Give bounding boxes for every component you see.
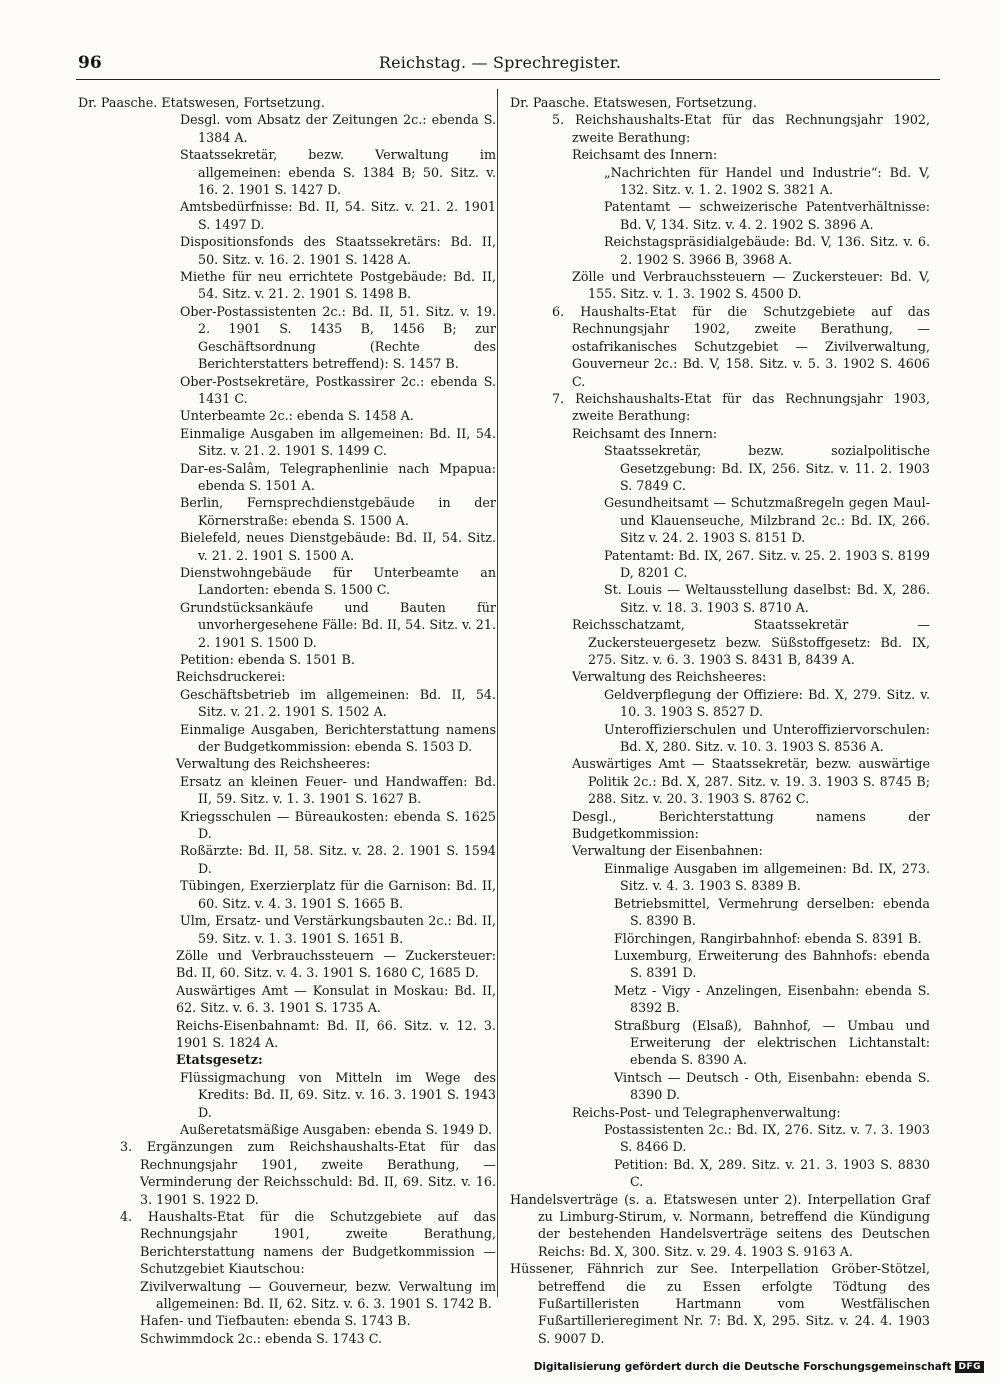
- index-entry: Hafen- und Tiefbauten: ebenda S. 1743 B.: [140, 1313, 411, 1329]
- index-entry: Staatssekretär, bezw. Verwaltung im allgemeinen: ebenda S. 1384 B; 50. Sitz. v. 16. 2. 1901 S. 1427 D.: [180, 147, 496, 198]
- index-entry: Betriebsmittel, Vermehrung derselben: ebenda S. 8390 B.: [614, 895, 930, 929]
- index-entry: Zölle und Verbrauchssteuern — Zuckersteuer: Bd. V, 155. Sitz. v. 1. 3. 1902 S. 4500 D.: [572, 269, 930, 302]
- index-entry: Ulm, Ersatz- und Verstärkungsbauten 2c.: Bd. II, 59. Sitz. v. 1. 3. 1901 S. 1651 B.: [180, 913, 496, 946]
- index-entry: Einmalige Ausgaben, Berichterstattung namens der Budgetkommission: ebenda S. 1503 D.: [180, 721, 496, 755]
- index-entry: Reichsschatzamt, Staatssekretär — Zuckersteuergesetz bezw. Süßstoffgesetz: Bd. IX, 275. Sitz. v. 6. 3. 1903 S. 8431 B, 8439 A.: [572, 617, 930, 667]
- index-entry: Ersatz an kleinen Feuer- und Handwaffen: Bd. II, 59. Sitz. v. 1. 3. 1901 S. 1627 B.: [180, 773, 496, 807]
- index-entry: Vintsch — Deutsch - Oth, Eisenbahn: ebenda S. 8390 D.: [614, 1069, 930, 1103]
- index-entry: Desgl., Berichterstattung namens der Budgetkommission:: [572, 808, 930, 842]
- index-entry: Einmalige Ausgaben im allgemeinen: Bd. IX, 273. Sitz. v. 4. 3. 1903 S. 8389 B.: [604, 860, 930, 894]
- index-entry: Amtsbedürfnisse: Bd. II, 54. Sitz. v. 21. 2. 1901 S. 1497 D.: [180, 199, 496, 232]
- index-entry: Patentamt: Bd. IX, 267. Sitz. v. 25. 2. 1903 S. 8199 D, 8201 C.: [604, 547, 930, 580]
- index-entry: Metz - Vigy - Anzelingen, Eisenbahn: ebenda S. 8392 B.: [614, 982, 930, 1016]
- index-entry: Reichs-Eisenbahnamt: Bd. II, 66. Sitz. v. 12. 3. 1901 S. 1824 A.: [176, 1017, 496, 1050]
- dfg-logo: DFG: [955, 1361, 984, 1373]
- left-column: [78, 94, 496, 1347]
- index-entry: Verwaltung der Eisenbahnen:: [572, 843, 763, 859]
- index-entry: Kriegsschulen — Büreaukosten: ebenda S. 1625 D.: [180, 808, 496, 842]
- page-number: 96: [78, 53, 102, 73]
- index-entry: Gesundheitsamt — Schutzmaßregeln gegen Maul- und Klauenseuche, Milzbrand 2c.: Bd. IX, 266. Sitz v. 24. 2. 1903 S. 8151 D.: [604, 495, 930, 546]
- index-entry: 3. Ergänzungen zum Reichshaushalts-Etat für das Rechnungsjahr 1901, zweite Berathung, — Verminderung der Reichsschuld: Bd. II, 69. Sitz. v. 16. 3. 1901 S. 1922 D.: [120, 1139, 496, 1207]
- index-entry: Bielefeld, neues Dienstgebäude: Bd. II, 54. Sitz. v. 21. 2. 1901 S. 1500 A.: [180, 530, 496, 563]
- index-entry: Handelsverträge (s. a. Etatswesen unter 2). Interpellation Graf zu Limburg-Stirum, v. Normann, betreffend die Kündigung der bestehenden Handelsverträge seitens des Deutschen Reichs: Bd. X, 300. Sitz. v. 29. 4. 1903 S. 9163 A.: [510, 1191, 930, 1259]
- index-entry: 5. Reichshaushalts-Etat für das Rechnungsjahr 1902, zweite Berathung:: [552, 112, 930, 145]
- index-entry: Roßärzte: Bd. II, 58. Sitz. v. 28. 2. 1901 S. 1594 D.: [180, 843, 496, 876]
- index-entry: Zölle und Verbrauchssteuern — Zuckersteuer: Bd. II, 60. Sitz. v. 4. 3. 1901 S. 1680 C, 1685 D.: [176, 947, 496, 981]
- index-entry: Unterbeamte 2c.: ebenda S. 1458 A.: [180, 408, 414, 424]
- footer-credit: [534, 1361, 984, 1373]
- index-entry: 6. Haushalts-Etat für die Schutzgebiete auf das Rechnungsjahr 1902, zweite Berathung, — ostafrikanisches Schutzgebiet — Zivilverwaltung, Gouverneur 2c.: Bd. V, 158. Sitz. v. 5. 3. 1902 S. 4606 C.: [552, 303, 930, 389]
- index-entry: Postassistenten 2c.: Bd. IX, 276. Sitz. v. 7. 3. 1903 S. 8466 D.: [604, 1121, 930, 1155]
- footer-text: Digitalisierung gefördert durch die Deutsche Forschungsgemeinschaft: [533, 1361, 952, 1373]
- page-title: Reichstag. — Sprechregister.: [378, 53, 622, 72]
- index-entry: Staatssekretär, bezw. sozialpolitische Gesetzgebung: Bd. IX, 256. Sitz. v. 11. 2. 1903 S. 7849 C.: [604, 443, 930, 493]
- index-entry: St. Louis — Weltausstellung daselbst: Bd. X, 286. Sitz. v. 18. 3. 1903 S. 8710 A.: [604, 582, 930, 615]
- index-entry: Unteroffizierschulen und Unteroffiziervorschulen: Bd. X, 280. Sitz. v. 10. 3. 1903 S. 8536 A.: [604, 721, 930, 755]
- index-entry: Etatsgesetz:: [176, 1052, 263, 1068]
- index-entry: Flörchingen, Rangirbahnhof: ebenda S. 8391 B.: [614, 930, 922, 946]
- index-entry: Dienstwohngebäude für Unterbeamte an Landorten: ebenda S. 1500 C.: [180, 564, 496, 598]
- index-entry: Luxemburg, Erweiterung des Bahnhofs: ebenda S. 8391 D.: [614, 947, 930, 981]
- index-entry: 4. Haushalts-Etat für die Schutzgebiete auf das Rechnungsjahr 1901, zweite Berathung, Berichterstattung namens der Budgetkommission — Schutzgebiet Kiautschou:: [120, 1209, 496, 1277]
- index-entry: Reichsdruckerei:: [176, 669, 286, 685]
- index-entry: Zivilverwaltung — Gouverneur, bezw. Verwaltung im allgemeinen: Bd. II, 62. Sitz. v. 6. 3. 1901 S. 1742 B.: [140, 1278, 496, 1312]
- index-entry: Reichsamt des Innern:: [572, 147, 718, 163]
- index-entry: Tübingen, Exerzierplatz für die Garnison: Bd. II, 60. Sitz. v. 4. 3. 1901 S. 1665 B.: [180, 878, 496, 911]
- index-entry: Schwimmdock 2c.: ebenda S. 1743 C.: [140, 1330, 382, 1346]
- index-entry: Reichstagspräsidialgebäude: Bd. V, 136. Sitz. v. 6. 2. 1902 S. 3966 B, 3968 A.: [604, 234, 930, 267]
- index-entry: Desgl. vom Absatz der Zeitungen 2c.: ebenda S. 1384 A.: [180, 112, 496, 145]
- index-entry: Dispositionsfonds des Staatssekretärs: Bd. II, 50. Sitz. v. 16. 2. 1901 S. 1428 A.: [180, 234, 496, 267]
- index-entry: Dr. Paasche. Etatswesen, Fortsetzung.: [510, 95, 757, 110]
- index-entry: Auswärtiges Amt — Staatssekretär, bezw. auswärtige Politik 2c.: Bd. X, 287. Sitz. v. 19. 3. 1903 S. 8745 B; 288. Sitz. v. 20. 3. 1903 S. 8762 C.: [572, 756, 930, 807]
- index-entry: Einmalige Ausgaben im allgemeinen: Bd. II, 54. Sitz. v. 21. 2. 1901 S. 1499 C.: [180, 425, 496, 459]
- index-entry: Dr. Paasche. Etatswesen, Fortsetzung.: [78, 95, 325, 110]
- index-entry: Außeretatsmäßige Ausgaben: ebenda S. 1949 D.: [180, 1121, 493, 1137]
- index-entry: Straßburg (Elsaß), Bahnhof, — Umbau und Erweiterung der elektrischen Lichtanstalt: ebenda S. 8390 A.: [614, 1017, 930, 1068]
- index-entry: Hüssener, Fähnrich zur See. Interpellation Gröber-Stötzel, betreffend die zu Essen erfolgte Tödtung des Fußartilleristen Hartmann vom Westfälischen Fußartillerieregiment Nr. 7: Bd. X, 295. Sitz. v. 24. 4. 1903 S. 9007 D.: [510, 1261, 930, 1346]
- index-entry: „Nachrichten für Handel und Industrie“: Bd. V, 132. Sitz. v. 1. 2. 1902 S. 3821 A.: [604, 164, 930, 198]
- index-entry: Patentamt — schweizerische Patentverhältnisse: Bd. V, 134. Sitz. v. 4. 2. 1902 S. 3896 A.: [604, 199, 930, 232]
- index-entry: Verwaltung des Reichsheeres:: [572, 669, 767, 685]
- index-entry: Miethe für neu errichtete Postgebäude: Bd. II, 54. Sitz. v. 21. 2. 1901 S. 1498 B.: [180, 269, 496, 302]
- index-entry: Reichsamt des Innern:: [572, 425, 718, 441]
- index-entry: Dar-es-Salâm, Telegraphenlinie nach Mpapua: ebenda S. 1501 A.: [180, 460, 496, 493]
- right-column: [510, 94, 930, 1347]
- index-entry: Auswärtiges Amt — Konsulat in Moskau: Bd. II, 62. Sitz. v. 6. 3. 1901 S. 1735 A.: [176, 982, 496, 1016]
- index-entry: Geldverpflegung der Offiziere: Bd. X, 279. Sitz. v. 10. 3. 1903 S. 8527 D.: [604, 686, 930, 720]
- column-divider: [497, 89, 498, 1297]
- index-entry: Reichs-Post- und Telegraphenverwaltung:: [572, 1104, 841, 1120]
- index-entry: Verwaltung des Reichsheeres:: [176, 756, 371, 772]
- index-entry: Ober-Postassistenten 2c.: Bd. II, 51. Sitz. v. 19. 2. 1901 S. 1435 B, 1456 B; zur Geschäftsordnung (Rechte des Berichterstatters betreffend): S. 1457 B.: [180, 303, 496, 372]
- index-entry: Petition: ebenda S. 1501 B.: [180, 652, 355, 667]
- header-rule: [76, 79, 940, 80]
- index-entry: Petition: Bd. X, 289. Sitz. v. 21. 3. 1903 S. 8830 C.: [614, 1156, 930, 1190]
- index-entry: Flüssigmachung von Mitteln im Wege des Kredits: Bd. II, 69. Sitz. v. 16. 3. 1901 S. 1943 D.: [180, 1069, 496, 1120]
- index-entry: 7. Reichshaushalts-Etat für das Rechnungsjahr 1903, zweite Berathung:: [552, 390, 930, 424]
- index-entry: Geschäftsbetrieb im allgemeinen: Bd. II, 54. Sitz. v. 21. 2. 1901 S. 1502 A.: [180, 686, 496, 720]
- index-entry: Ober-Postsekretäre, Postkassirer 2c.: ebenda S. 1431 C.: [180, 373, 496, 406]
- index-entry: Grundstücksankäufe und Bauten für unvorhergesehene Fälle: Bd. II, 54. Sitz. v. 21. 2. 1901 S. 1500 D.: [180, 599, 496, 650]
- index-entry: Berlin, Fernsprechdienstgebäude in der Körnerstraße: ebenda S. 1500 A.: [180, 495, 496, 528]
